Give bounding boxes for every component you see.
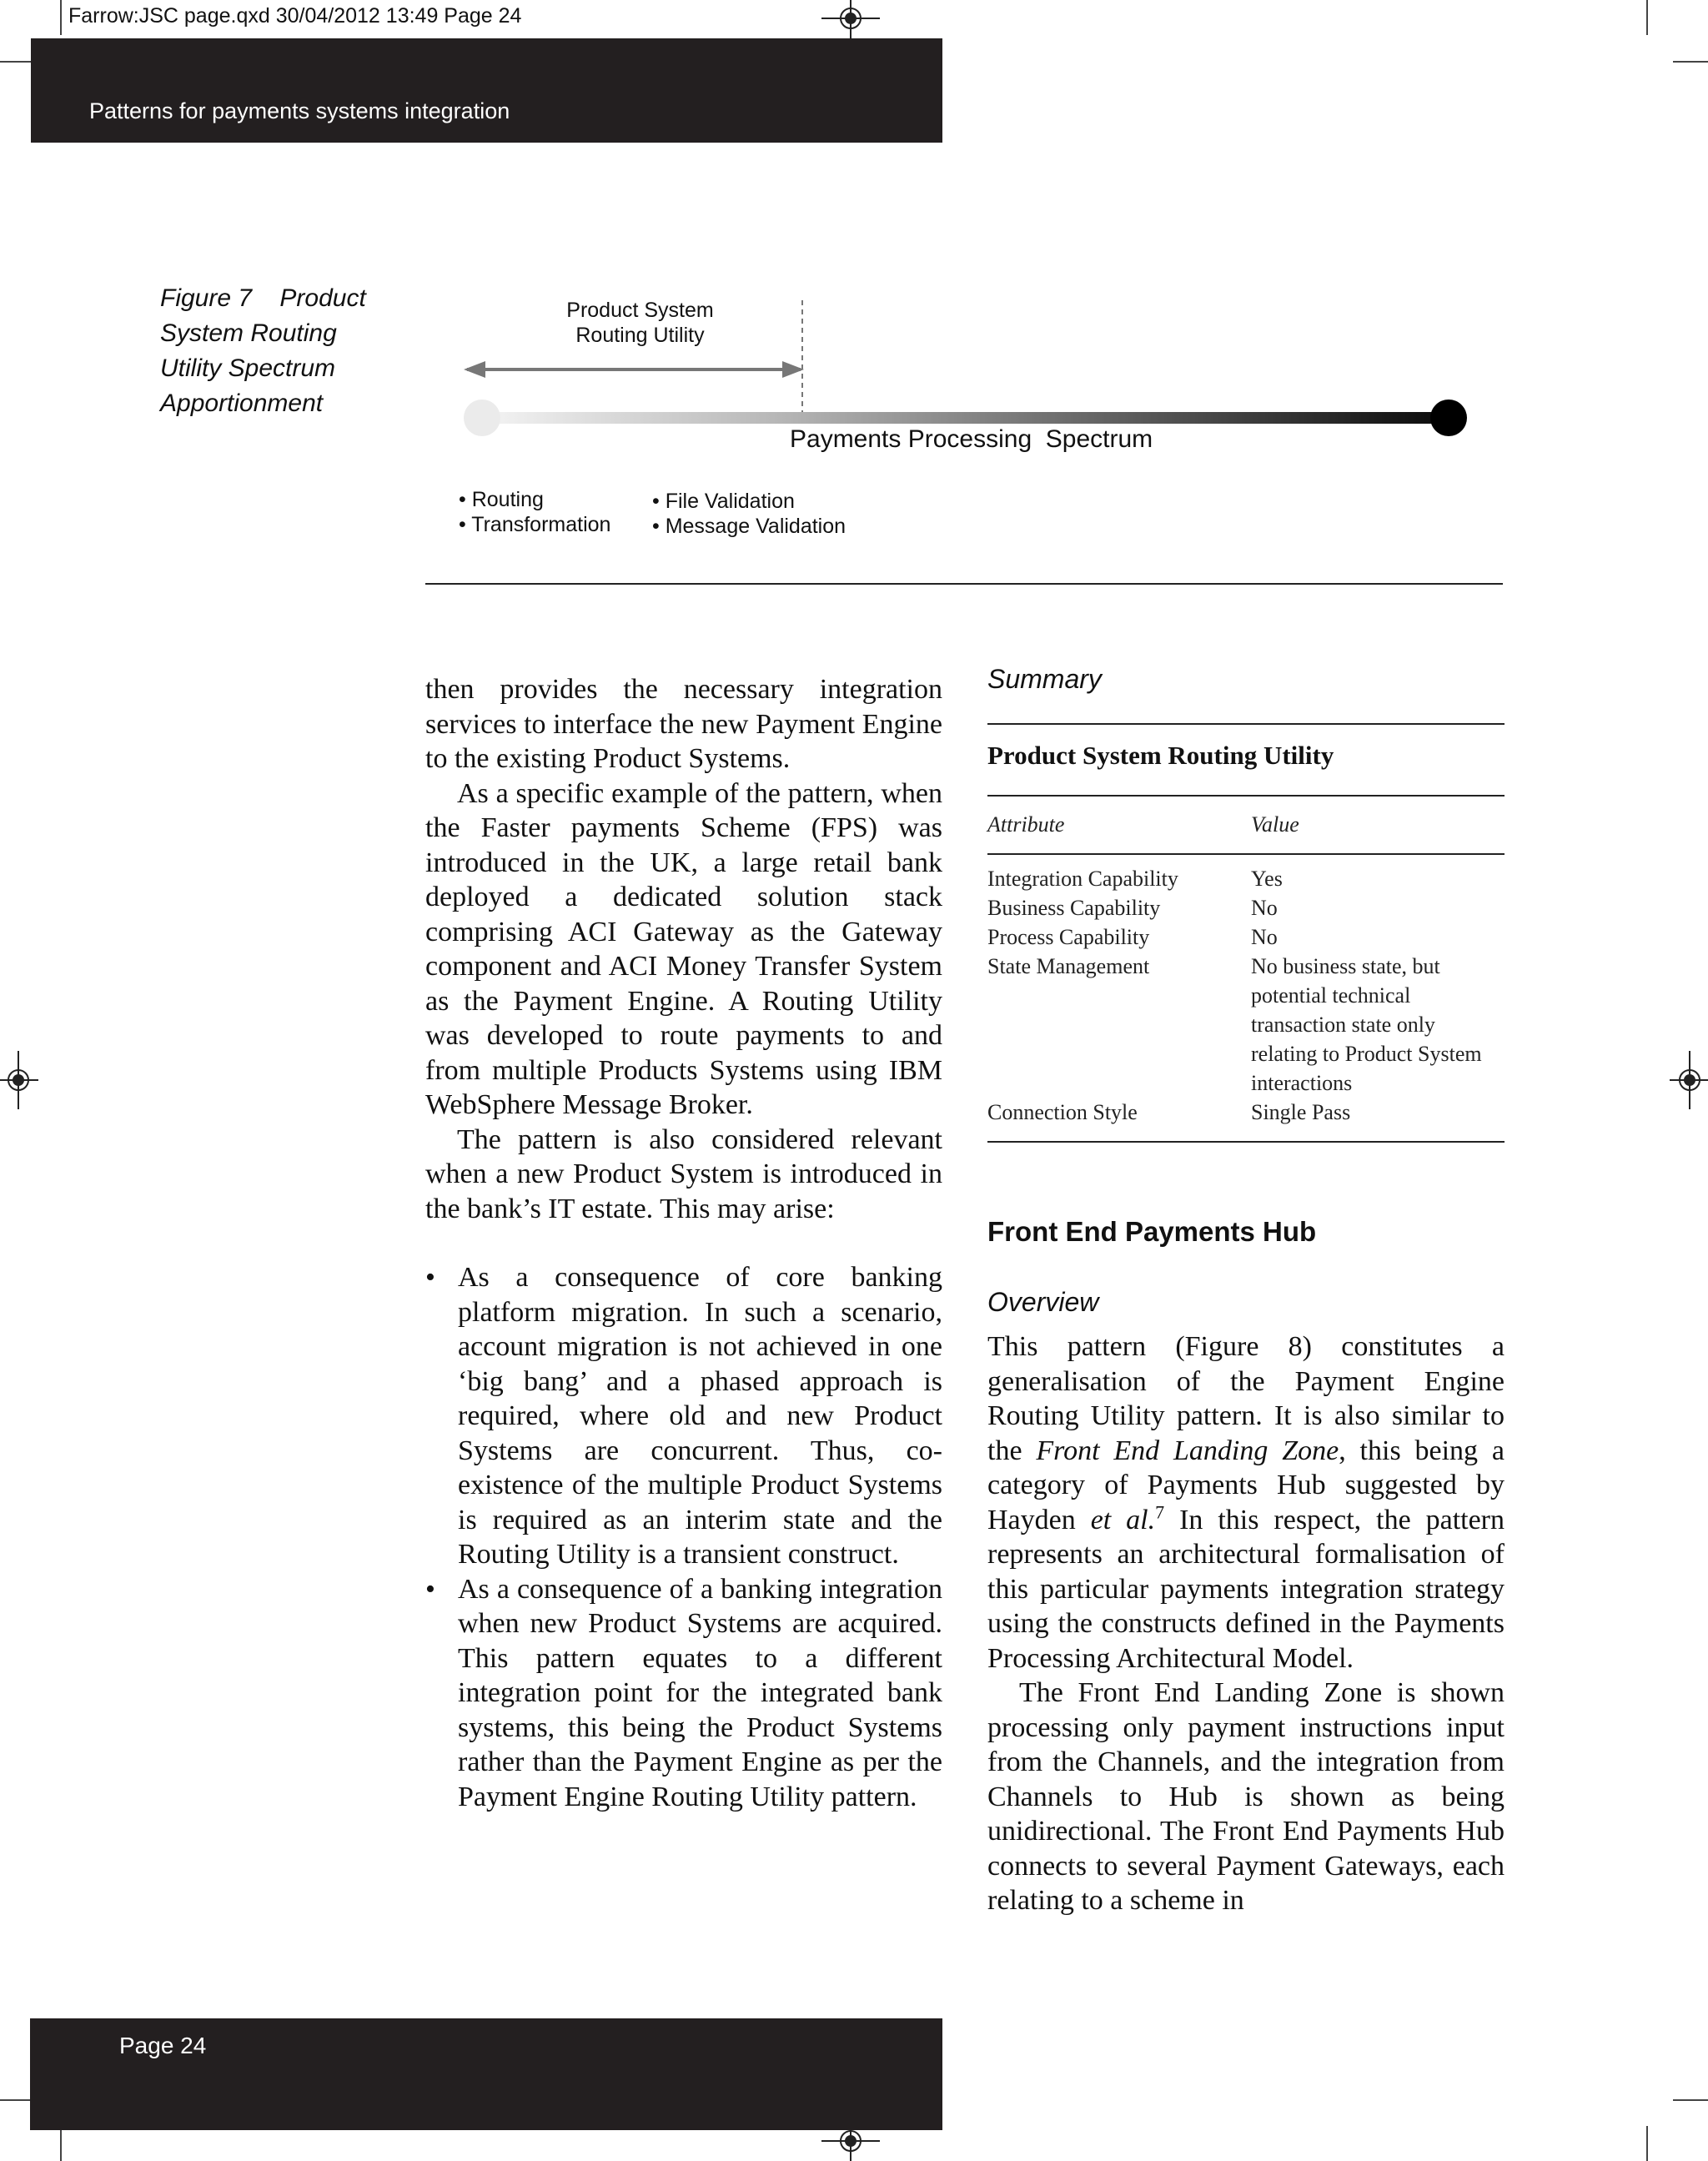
spectrum-diagram [450,296,1476,446]
print-slug: Farrow:JSC page.qxd 30/04/2012 13:49 Page 24 [68,4,522,28]
column-header-attribute: Attribute [987,812,1065,837]
body-paragraph: As a specific example of the pattern, when the Faster payments Scheme (FPS) was introduced in the UK, a large retail bank deployed a dedicated solution stack comprising ACI Gateway as the Gateway component and ACI Money Transfer System as the Payment Engine. A Routing Utility was developed to route payments to and from multiple Products Systems using IBM WebSphere Message Broker. [425,777,942,1120]
bullet-item: • Routing [459,487,610,512]
bullet-group-left [459,487,610,537]
attribute-cell: Connection Style [987,1100,1138,1124]
figure-caption-line: Apportionment [160,389,324,417]
trim-mark [1646,0,1648,35]
left-column [425,672,942,1814]
figure-caption-line: System Routing [160,319,337,347]
trim-mark [1673,2099,1708,2101]
bullet-list [425,1260,942,1814]
attribute-cell: Integration Capability [987,867,1178,891]
registration-mark-icon [0,1051,38,1109]
bullet-group-right [652,489,846,539]
table-row [987,893,1505,922]
overview-heading: Overview [987,1287,1099,1317]
trim-mark [0,61,35,63]
value-cell: No business state, but potential technical transaction state only relating to Product System interactions [1251,954,1482,1095]
spectrum-end-dot [1430,400,1467,436]
attribute-cell: Process Capability [987,925,1150,949]
trim-mark [1673,61,1708,63]
table-title: Product System Routing Utility [987,741,1334,770]
spectrum-start-dot [464,400,500,436]
attribute-cell: Business Capability [987,896,1161,920]
table-row [987,864,1505,893]
list-item: • As a consequence of a banking integration when new Product Systems are acquired. This pattern equates to a different integration point for the integrated bank systems, this being the Product Systems rather than the Payment Engine as per the Payment Engine Routing Utility pattern. [425,1572,942,1815]
body-paragraph [987,1329,1505,1676]
header-band [31,38,942,143]
right-column [987,1329,1505,1918]
trim-mark [1646,2126,1648,2161]
bullet-item: • File Validation [652,489,846,514]
arrow-left-icon [464,361,485,378]
bullet-item: • Message Validation [652,514,846,539]
text-run: In this respect, the pattern represents an architectural formalisation of this particular payments integration strategy using the constructs defined in the Payments Processing Architectural Model. [987,1504,1505,1674]
summary-table [987,864,1505,1127]
table-row [987,952,1505,1098]
spectrum-label: Payments Processing Spectrum [790,425,1153,453]
registration-mark-icon [1670,1051,1708,1109]
table-rule [987,1141,1505,1143]
body-paragraph: The pattern is also considered relevant when a new Product System is introduced in the bank’s IT estate. This may arise: [425,1123,942,1224]
list-item: • As a consequence of core banking platform migration. In such a scenario, account migration is not achieved in one ‘big bang’ and a phased approach is required, where old and new Product Systems are concurrent. Thus, co-existence of the multiple Product Systems is required as an interim state and the Routing Utility is a transient construct. [425,1260,942,1572]
figure-caption-line: Figure 7 Product [160,284,366,312]
trim-mark [60,2126,62,2161]
running-title: Patterns for payments systems integration [89,98,510,123]
arrow-right-icon [782,361,804,378]
table-rule [987,723,1505,725]
value-cell: No [1251,896,1278,920]
registration-mark-icon [821,0,880,38]
figure-divider [425,583,1503,585]
table-rule [987,795,1505,797]
page-number: Page 24 [119,2033,207,2058]
table-row [987,922,1505,952]
spectrum-bar [482,412,1449,424]
emphasis: et al. [1090,1504,1156,1535]
table-rule [987,853,1505,855]
utility-label-line: Product System [566,299,714,322]
body-paragraph: The Front End Landing Zone is shown processing only payment instructions input from the Channels, and the integration from Channels to Hub is shown as being unidirectional. The Front End Payments Hub connects to several Payment Gateways, each relating to a scheme in [987,1677,1505,1916]
section-heading: Front End Payments Hub [987,1216,1317,1247]
text-run: , this being a category of Payments Hub suggested by Hayden [987,1435,1505,1535]
text-run: This pattern (Figure 8) constitutes a generalisation of the Payment Engine Routing Utility pattern. It is also similar to the [987,1331,1505,1466]
value-cell: No [1251,925,1278,949]
figure-caption [160,281,394,421]
footnote-ref: 7 [1155,1501,1165,1523]
bullet-item: • Transformation [459,512,610,537]
trim-mark [60,0,62,35]
attribute-cell: State Management [987,954,1150,978]
column-header-value: Value [1251,812,1299,837]
figure-caption-line: Utility Spectrum [160,354,336,382]
value-cell: Yes [1251,867,1283,891]
utility-label-line: Routing Utility [575,324,705,347]
table-row [987,1098,1505,1127]
summary-heading: Summary [987,664,1102,694]
value-cell: Single Pass [1251,1100,1351,1124]
emphasis: Front End Landing Zone [1036,1435,1339,1466]
body-paragraph: then provides the necessary integration services to interface the new Payment Engine to the existing Product Systems. [425,674,942,774]
